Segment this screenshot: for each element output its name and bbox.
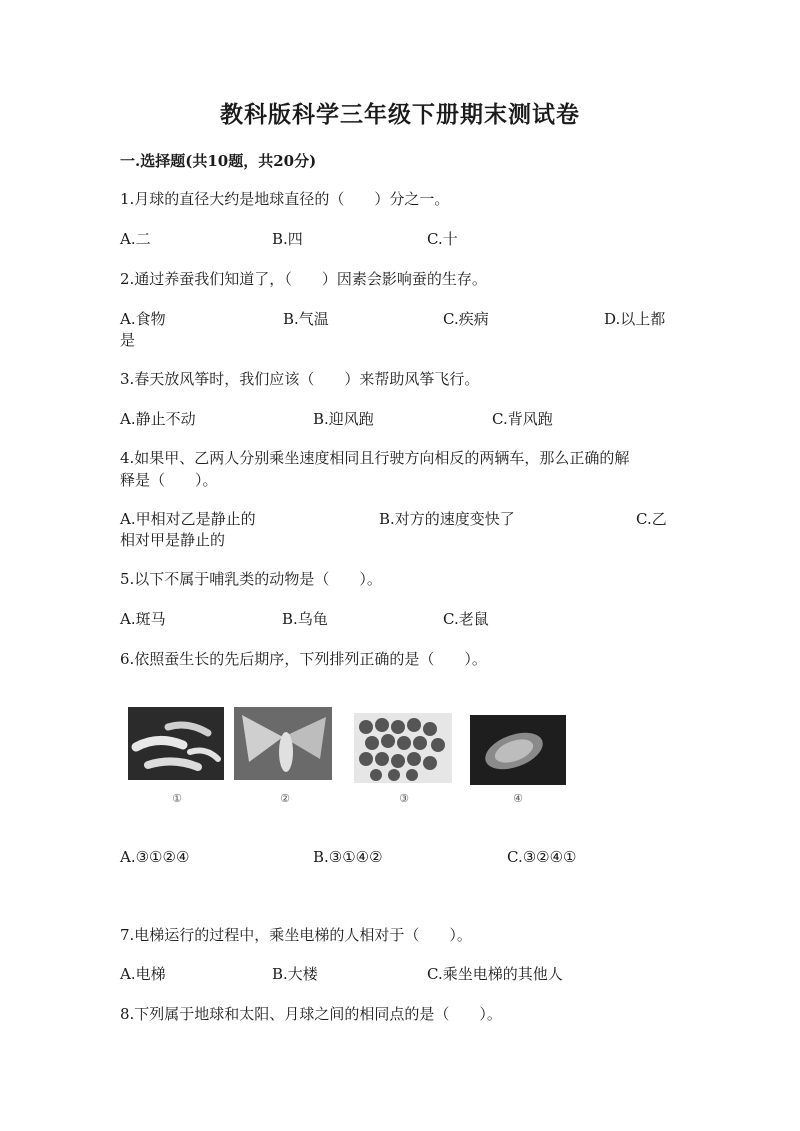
question-1-option-c: C.十 xyxy=(427,230,458,248)
question-1-option-b: B.四 xyxy=(272,230,303,248)
question-3-option-c: C.背风跑 xyxy=(492,410,553,428)
question-4-option-c: C.乙 xyxy=(636,510,667,528)
silkworm-eggs-photo xyxy=(354,713,452,783)
question-4-stem-wrap: 释是（ ）。 xyxy=(120,471,218,489)
photo-caption-1: ① xyxy=(172,792,182,805)
question-2-stem: 2.通过养蚕我们知道了，（ ）因素会影响蚕的生存。 xyxy=(120,270,487,288)
question-8-stem: 8.下列属于地球和太阳、月球之间的相同点的是（ ）。 xyxy=(120,1005,502,1023)
question-5-stem: 5.以下不属于哺乳类的动物是（ ）。 xyxy=(120,570,382,588)
question-1-stem: 1.月球的直径大约是地球直径的（ ）分之一。 xyxy=(120,190,450,208)
question-7-option-a: A.电梯 xyxy=(120,965,166,983)
silkworm-moth-photo xyxy=(234,707,332,780)
photo-caption-2: ② xyxy=(280,792,290,805)
question-5-option-a: A.斑马 xyxy=(120,610,166,628)
question-7-option-c: C.乘坐电梯的其他人 xyxy=(427,965,563,983)
silkworm-pupa-photo xyxy=(470,715,566,785)
silkworm-stage-photos xyxy=(124,705,574,810)
photo-caption-4: ④ xyxy=(513,792,523,805)
question-4-option-a: A.甲相对乙是静止的 xyxy=(120,510,256,528)
question-3-option-a: A.静止不动 xyxy=(120,410,196,428)
question-3-stem: 3.春天放风筝时，我们应该（ ）来帮助风筝飞行。 xyxy=(120,370,480,388)
silkworm-larvae-photo xyxy=(128,707,224,780)
question-4-stem: 4.如果甲、乙两人分别乘坐速度相同且行驶方向相反的两辆车，那么正确的解 xyxy=(120,449,630,467)
question-4-option-b: B.对方的速度变快了 xyxy=(379,510,515,528)
section-heading: 一.选择题(共10题，共20分) xyxy=(120,152,317,170)
question-2-option-d: D.以上都 xyxy=(604,310,666,328)
exam-title: 教科版科学三年级下册期末测试卷 xyxy=(220,101,580,128)
question-2-option-d-wrap: 是 xyxy=(120,331,136,349)
question-2-option-a: A.食物 xyxy=(120,310,166,328)
photo-caption-3: ③ xyxy=(399,792,409,805)
question-7-stem: 7.电梯运行的过程中，乘坐电梯的人相对于（ ）。 xyxy=(120,926,472,944)
question-6-option-a: A.③①②④ xyxy=(120,848,190,866)
question-7-option-b: B.大楼 xyxy=(272,965,318,983)
question-2-option-b: B.气温 xyxy=(283,310,329,328)
question-2-option-c: C.疾病 xyxy=(443,310,489,328)
question-1-option-a: A.二 xyxy=(120,230,151,248)
question-5-option-c: C.老鼠 xyxy=(443,610,489,628)
question-3-option-b: B.迎风跑 xyxy=(313,410,374,428)
question-6-option-b: B.③①④② xyxy=(313,848,383,866)
question-4-option-c-wrap: 相对甲是静止的 xyxy=(120,531,226,549)
question-6-option-c: C.③②④① xyxy=(507,848,577,866)
question-5-option-b: B.乌龟 xyxy=(282,610,328,628)
question-6-stem: 6.依照蚕生长的先后期序，下列排列正确的是（ ）。 xyxy=(120,650,487,668)
